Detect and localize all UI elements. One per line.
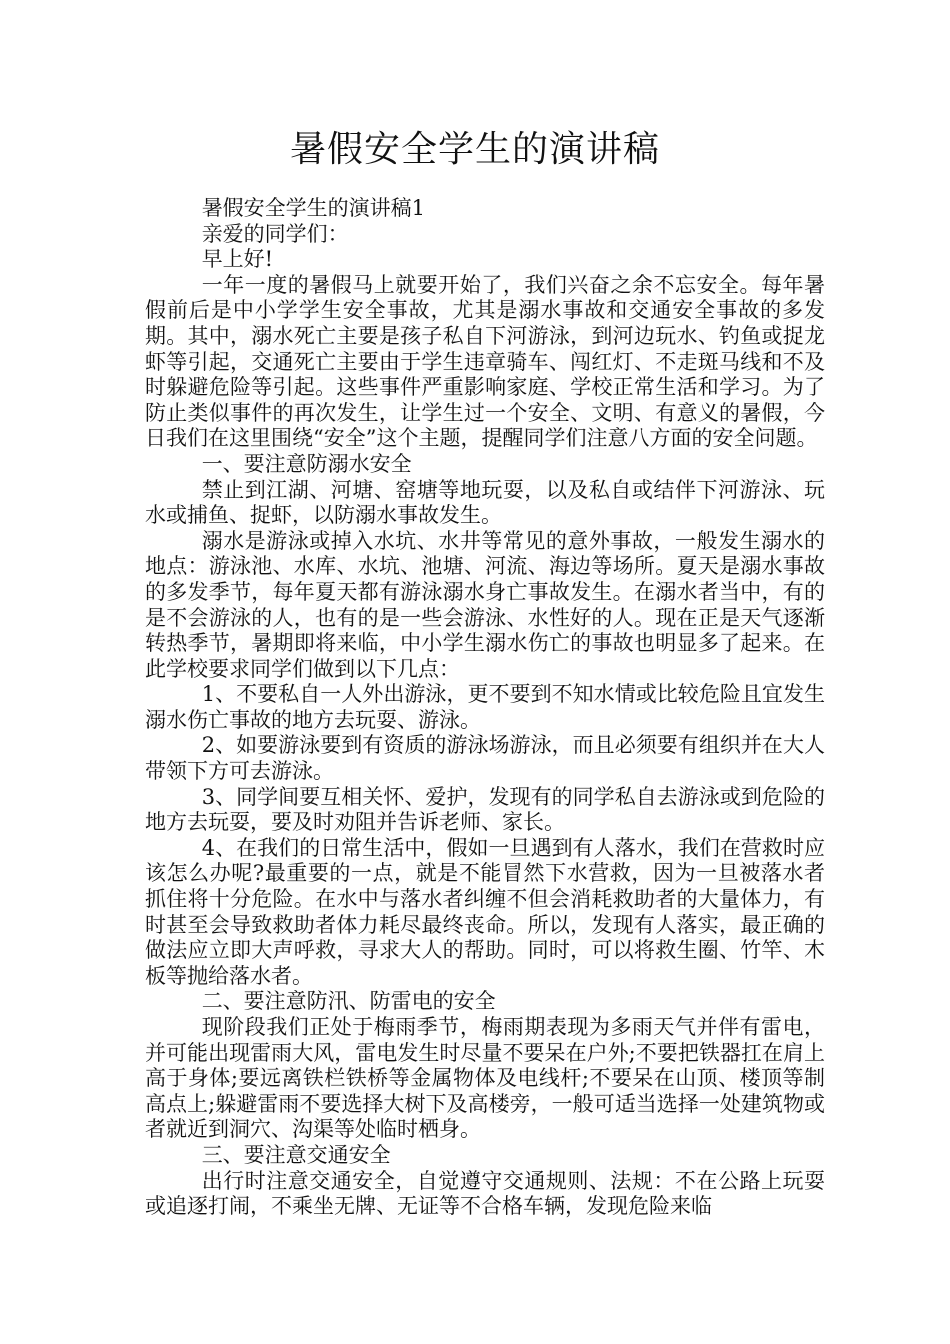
paragraph-speech-heading: 暑假安全学生的演讲稿1 <box>201 196 426 220</box>
list-item-rule-3: 3、同学间要互相关怀、爱护，发现有的同学私自去游泳或到危险的地方去玩耍，要及时劝阻并告诉老师、家长。 <box>145 784 825 835</box>
list-item-rule-2: 2、如要游泳要到有资质的游泳场游泳，而且必须要有组织并在大人带领下方可去游泳。 <box>145 733 825 784</box>
paragraph-intro: 一年一度的暑假马上就要开始了，我们兴奋之余不忘安全。每年暑假前后是中小学学生安全事故，尤其是溺水事故和交通安全事故的多发期。其中，溺水死亡主要是孩子私自下河游泳，到河边玩水、钓鱼或捉龙虾等引起，交通死亡主要由于学生违章骑车、闯红灯、不走斑马线和不及时躲避危险等引起。这些事件严重影响家庭、学校正常生活和学习。为了防止类似事件的再次发生，让学生过一个安全、文明、有意义的暑假，今日我们在这里围绕“安全”这个主题，提醒同学们注意八方面的安全问题。 <box>145 272 825 451</box>
section-heading-traffic: 三、要注意交通安全 <box>201 1142 391 1167</box>
paragraph-traffic: 出行时注意交通安全，自觉遵守交通规则、法规：不在公路上玩耍或追逐打闹，不乘坐无牌、无证等不合格车辆，发现危险来临 <box>145 1168 825 1219</box>
section-heading-flood-lightning: 二、要注意防汛、防雷电的安全 <box>201 989 496 1014</box>
list-item-rule-1: 1、不要私自一人外出游泳，更不要到不知水情或比较危险且宜发生溺水伤亡事故的地方去玩耍、游泳。 <box>145 682 825 732</box>
section-heading-drowning: 一、要注意防溺水安全 <box>201 451 412 476</box>
list-item-rule-4: 4、在我们的日常生活中，假如一旦遇到有人落水，我们在营救时应该怎么办呢?最重要的一点，就是不能冒然下水营救，因为一旦被落水者抓住将十分危险。在水中与落水者纠缠不但会消耗救助者的大量体力，有时甚至会导致救助者体力耗尽最终丧命。所以，发现有人落实，最正确的做法应立即大声呼救，寻求大人的帮助。同时，可以将救生圈、竹竿、木板等抛给落水者。 <box>145 835 825 988</box>
paragraph-greeting-salutation: 亲爱的同学们： <box>201 221 349 246</box>
paragraph-drowning-overview: 溺水是游泳或掉入水坑、水井等常见的意外事故，一般发生溺水的地点：游泳池、水库、水坑、池塘、河流、海边等场所。夏天是溺水事故的多发季节，每年夏天都有游泳溺水身亡事故发生。在溺水者当中，有的是不会游泳的人，也有的是一些会游泳、水性好的人。现在正是天气逐渐转热季节，暑期即将来临，中小学生溺水伤亡的事故也明显多了起来。在此学校要求同学们做到以下几点： <box>145 528 825 681</box>
paragraph-drowning-prohibition: 禁止到江湖、河塘、窑塘等地玩耍，以及私自或结伴下河游泳、玩水或捕鱼、捉虾，以防溺水事故发生。 <box>145 477 825 528</box>
document-body <box>145 196 825 1220</box>
document-title: 暑假安全学生的演讲稿 <box>289 129 660 170</box>
paragraph-flood-lightning: 现阶段我们正处于梅雨季节，梅雨期表现为多雨天气并伴有雷电，并可能出现雷雨大风，雷电发生时尽量不要呆在户外;不要把铁器扛在肩上高于身体;要远离铁栏铁桥等金属物体及电线杆;不要呆在山顶、楼顶等制高点上;躲避雷雨不要选择大树下及高楼旁，一般可适当选择一处建筑物或者就近到洞穴、沟渠等处临时栖身。 <box>145 1015 825 1142</box>
paragraph-greeting-morning: 早上好! <box>201 247 274 272</box>
